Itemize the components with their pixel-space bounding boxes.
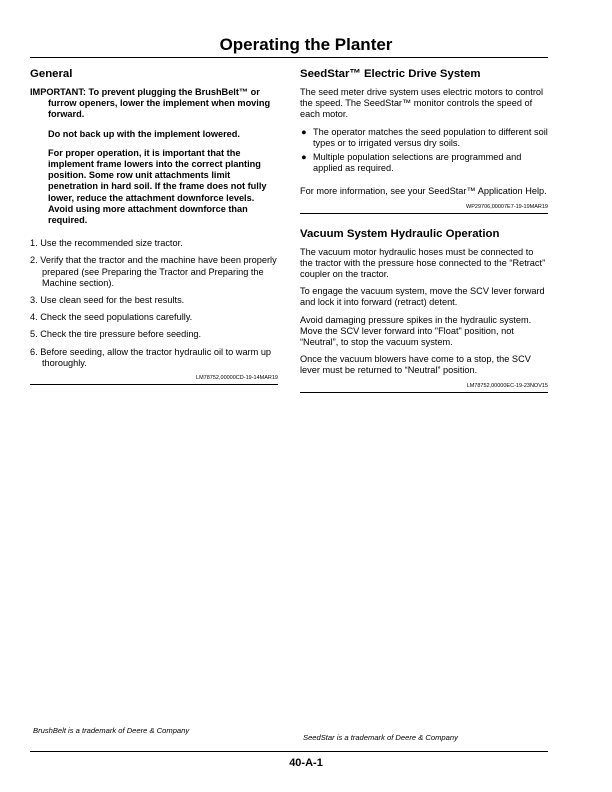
vacuum-paragraph: Once the vacuum blowers have come to a stop, the SCV lever must be returned to “Neutral” position.: [300, 354, 531, 376]
section-divider: [300, 213, 548, 214]
seedstar-bullets: [300, 127, 548, 175]
step-item: 2. Verify that the tractor and the machine have been properly prepared (see Preparing the Tractor and Preparing the Machine section).: [30, 255, 277, 288]
step-item: 5. Check the tire pressure before seeding.: [30, 329, 202, 340]
vacuum-paragraph: The vacuum motor hydraulic hoses must be connected to the tractor with the pressure hose connected to the “Retract” coupler on the tractor.: [300, 246, 546, 280]
bullet-text: The operator matches the seed population to different soil types or to irrigated versus dry soils.: [313, 126, 548, 148]
bullet-item: [300, 152, 548, 174]
step-item: 1. Use the recommended size tractor.: [30, 238, 183, 249]
reference-code: LM78752,00000EC-19-23NOV15: [466, 382, 548, 389]
section-divider: [30, 384, 278, 385]
seedstar-column: [300, 68, 548, 393]
step-item: 3. Use clean seed for the best results.: [30, 295, 185, 306]
footnote-seedstar: SeedStar is a trademark of Deere & Company: [303, 733, 458, 742]
seedstar-intro: The seed meter drive system uses electric motors to control the speed. The SeedStar™ monitor controls the speed of each motor.: [300, 87, 544, 120]
important-note-2: Do not back up with the implement lowered.: [48, 128, 240, 139]
bullet-icon: ●: [301, 152, 307, 163]
general-heading: General: [30, 68, 73, 80]
vacuum-paragraph: To engage the vacuum system, move the SCV lever forward and lock it into forward (retract) detent.: [300, 286, 545, 308]
reference-code: WP29706,00007E7-19-19MAR19: [466, 203, 548, 210]
important-note-3: For proper operation, it is important that the implement frame lowers into the correct planting position. Some row unit attachments limit penetration in hard soil. If the frame does not fully lower, reduce the attachment downforce levels. Avoid using more attachment downforce than required.: [48, 147, 267, 226]
general-column: [30, 68, 278, 385]
title-rule: [30, 57, 548, 58]
vacuum-paragraph: Avoid damaging pressure spikes in the hydraulic system. Move the SCV lever forward into "Float" position, not “Neutral”, to stop the vacuum system.: [300, 314, 532, 348]
operating-steps-list: [30, 238, 278, 369]
step-item: 6. Before seeding, allow the tractor hydraulic oil to warm up thoroughly.: [30, 346, 272, 368]
section-divider: [300, 392, 548, 393]
bullet-text: Multiple population selections are programmed and applied as required.: [313, 152, 522, 174]
bullet-icon: ●: [301, 126, 307, 137]
page-number: 40-A-1: [289, 757, 323, 769]
bullet-item: [300, 127, 548, 149]
reference-code: LM78752,00000CD-19-14MAR19: [196, 375, 278, 382]
seedstar-heading: SeedStar™ Electric Drive System: [300, 68, 481, 80]
important-notice: IMPORTANT: To prevent plugging the BrushBelt™ or furrow openers, lower the implement when moving forward.: [30, 87, 271, 120]
footnote-brushbelt: BrushBelt is a trademark of Deere & Company: [33, 726, 190, 735]
page-title: Operating the Planter: [219, 35, 393, 54]
step-item: 4. Check the seed populations carefully.: [30, 312, 193, 323]
more-info-text: For more information, see your SeedStar™ Application Help.: [300, 186, 547, 197]
vacuum-heading: Vacuum System Hydraulic Operation: [300, 227, 500, 240]
footer-rule: [30, 751, 548, 752]
